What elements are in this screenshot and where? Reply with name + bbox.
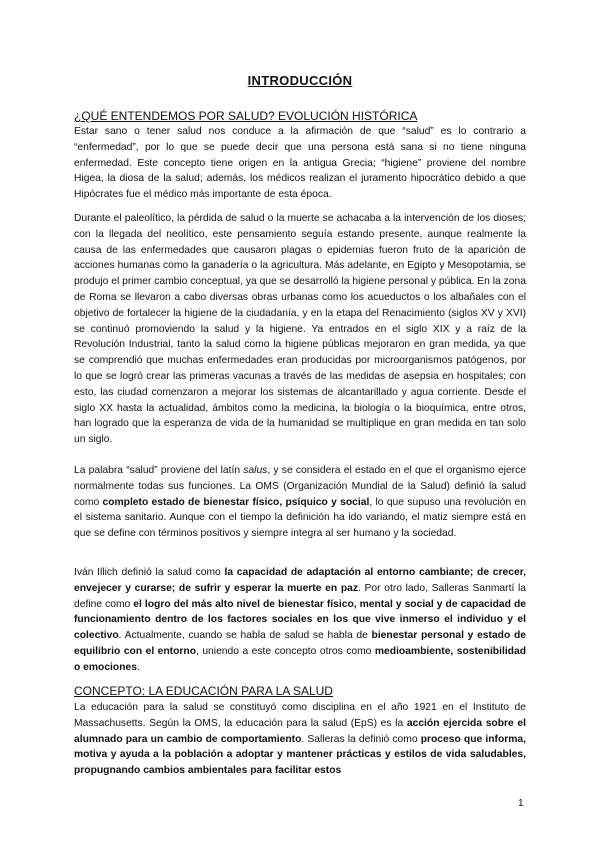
paragraph-definicion-oms: La palabra “salud” proviene del latín salus, y se considera el estado en el que el organismo ejerce normalmente todas sus funciones. La OMS (Organización Mundial de la Salud) definió la salud como completo estado de bienestar físico, psíquico y social, lo que supuso una revolución en el sistema sanitario. Aunque con el tiempo la definición ha ido variando, el matiz siempre está en que se define con términos positivos y siempre integra al ser humano y la sociedad. — [74, 465, 526, 540]
paragraph-educacion-salud: La educación para la salud se constituyó como disciplina en el año 1921 en el Instituto de Massachusetts. Según la OMS, la educación para la salud (EpS) es la acción ejercida sobre el alumnado para un cambio de comportamiento. Salleras la definió como proceso que informa, motiva y ayuda a la población a adoptar y mantener prácticas y estilos de vida saludables, propugnando cambios ambientales para facilitar estos — [74, 702, 526, 777]
section-heading-salud: ¿QUÉ ENTENDEMOS POR SALUD? EVOLUCIÓN HISTÓRICA — [74, 109, 418, 123]
paragraph-definiciones-autores: Iván Illich definió la salud como la capacidad de adaptación al entorno cambiante; de crecer, envejecer y curarse; de sufrir y esperar la muerte en paz. Por otro lado, Salleras Sanmartí la define como el logro del más alto nivel de bienestar físico, mental y social y de capacidad de funcionamiento dentro de los factores sociales en los que vive inmerso el individuo y el colectivo. Actualmente, cuando se habla de salud se habla de bienestar personal y estado de equilibrio con el entorno, uniendo a este concepto otros como medioambiente, sostenibilidad o emociones. — [74, 567, 526, 673]
paragraph-historia: Durante el paleolítico, la pérdida de salud o la muerte se achacaba a la intervención de los dioses; con la llegada del neolítico, este pensamiento seguía estando presente, aunque realmente la causa de las enfermedades que causaron plagas o epidemias fueron fruto de la aparición de acciones humanas como la ganadería o la agricultura. Más adelante, en Egipto y Mesopotamia, se produjo el primer cambio conceptual, ya que se desarrolló la higiene personal y pública. En la zona de Roma se llevaron a cabo diversas obras urbanas como los acueductos o los albañales con el objetivo de fortalecer la higiene de la ciudadanía, y en la etapa del Renacimiento (siglos XV y XVI) se continuó promoviendo la salud y la higiene. Ya entrados en el siglo XIX y a raíz de la Revolución Industrial, tanto la salud como la higiene públicas mejoraron en gran medida, ya que se comprendió que muchas enfermedades eran producidas por microorganismos patógenos, por lo que se logró crear las primeras vacunas a través de las medidas de asepsia en hospitales; con esto, las ciudad comenzaron a mejorar los sistemas de alcantarillado y agua corriente. Desde el siglo XX hasta la actualidad, ámbitos como la medicina, la biología o la bioquímica, entre otros, han logrado que la esperanza de vida de la humanidad se multiplique en gran medida en tan solo un siglo. — [74, 213, 526, 446]
document-title: INTRODUCCIÓN — [247, 73, 353, 88]
section-heading-educacion: CONCEPTO: LA EDUCACIÓN PARA LA SALUD — [74, 684, 333, 698]
page-number: 1 — [518, 798, 524, 809]
paragraph-salud-intro: Estar sano o tener salud nos conduce a la afirmación de que “salud” es lo contrario a “enfermedad”, por lo que se puede decir que una persona está sana si no tiene ninguna enfermedad. Este concepto tiene origen en la antigua Grecia; “higiene” proviene del nombre Higea, la diosa de la salud; además, los médicos realizan el juramento hipocrático debido a que Hipócrates fue el médico más importante de esta época. — [74, 126, 526, 201]
